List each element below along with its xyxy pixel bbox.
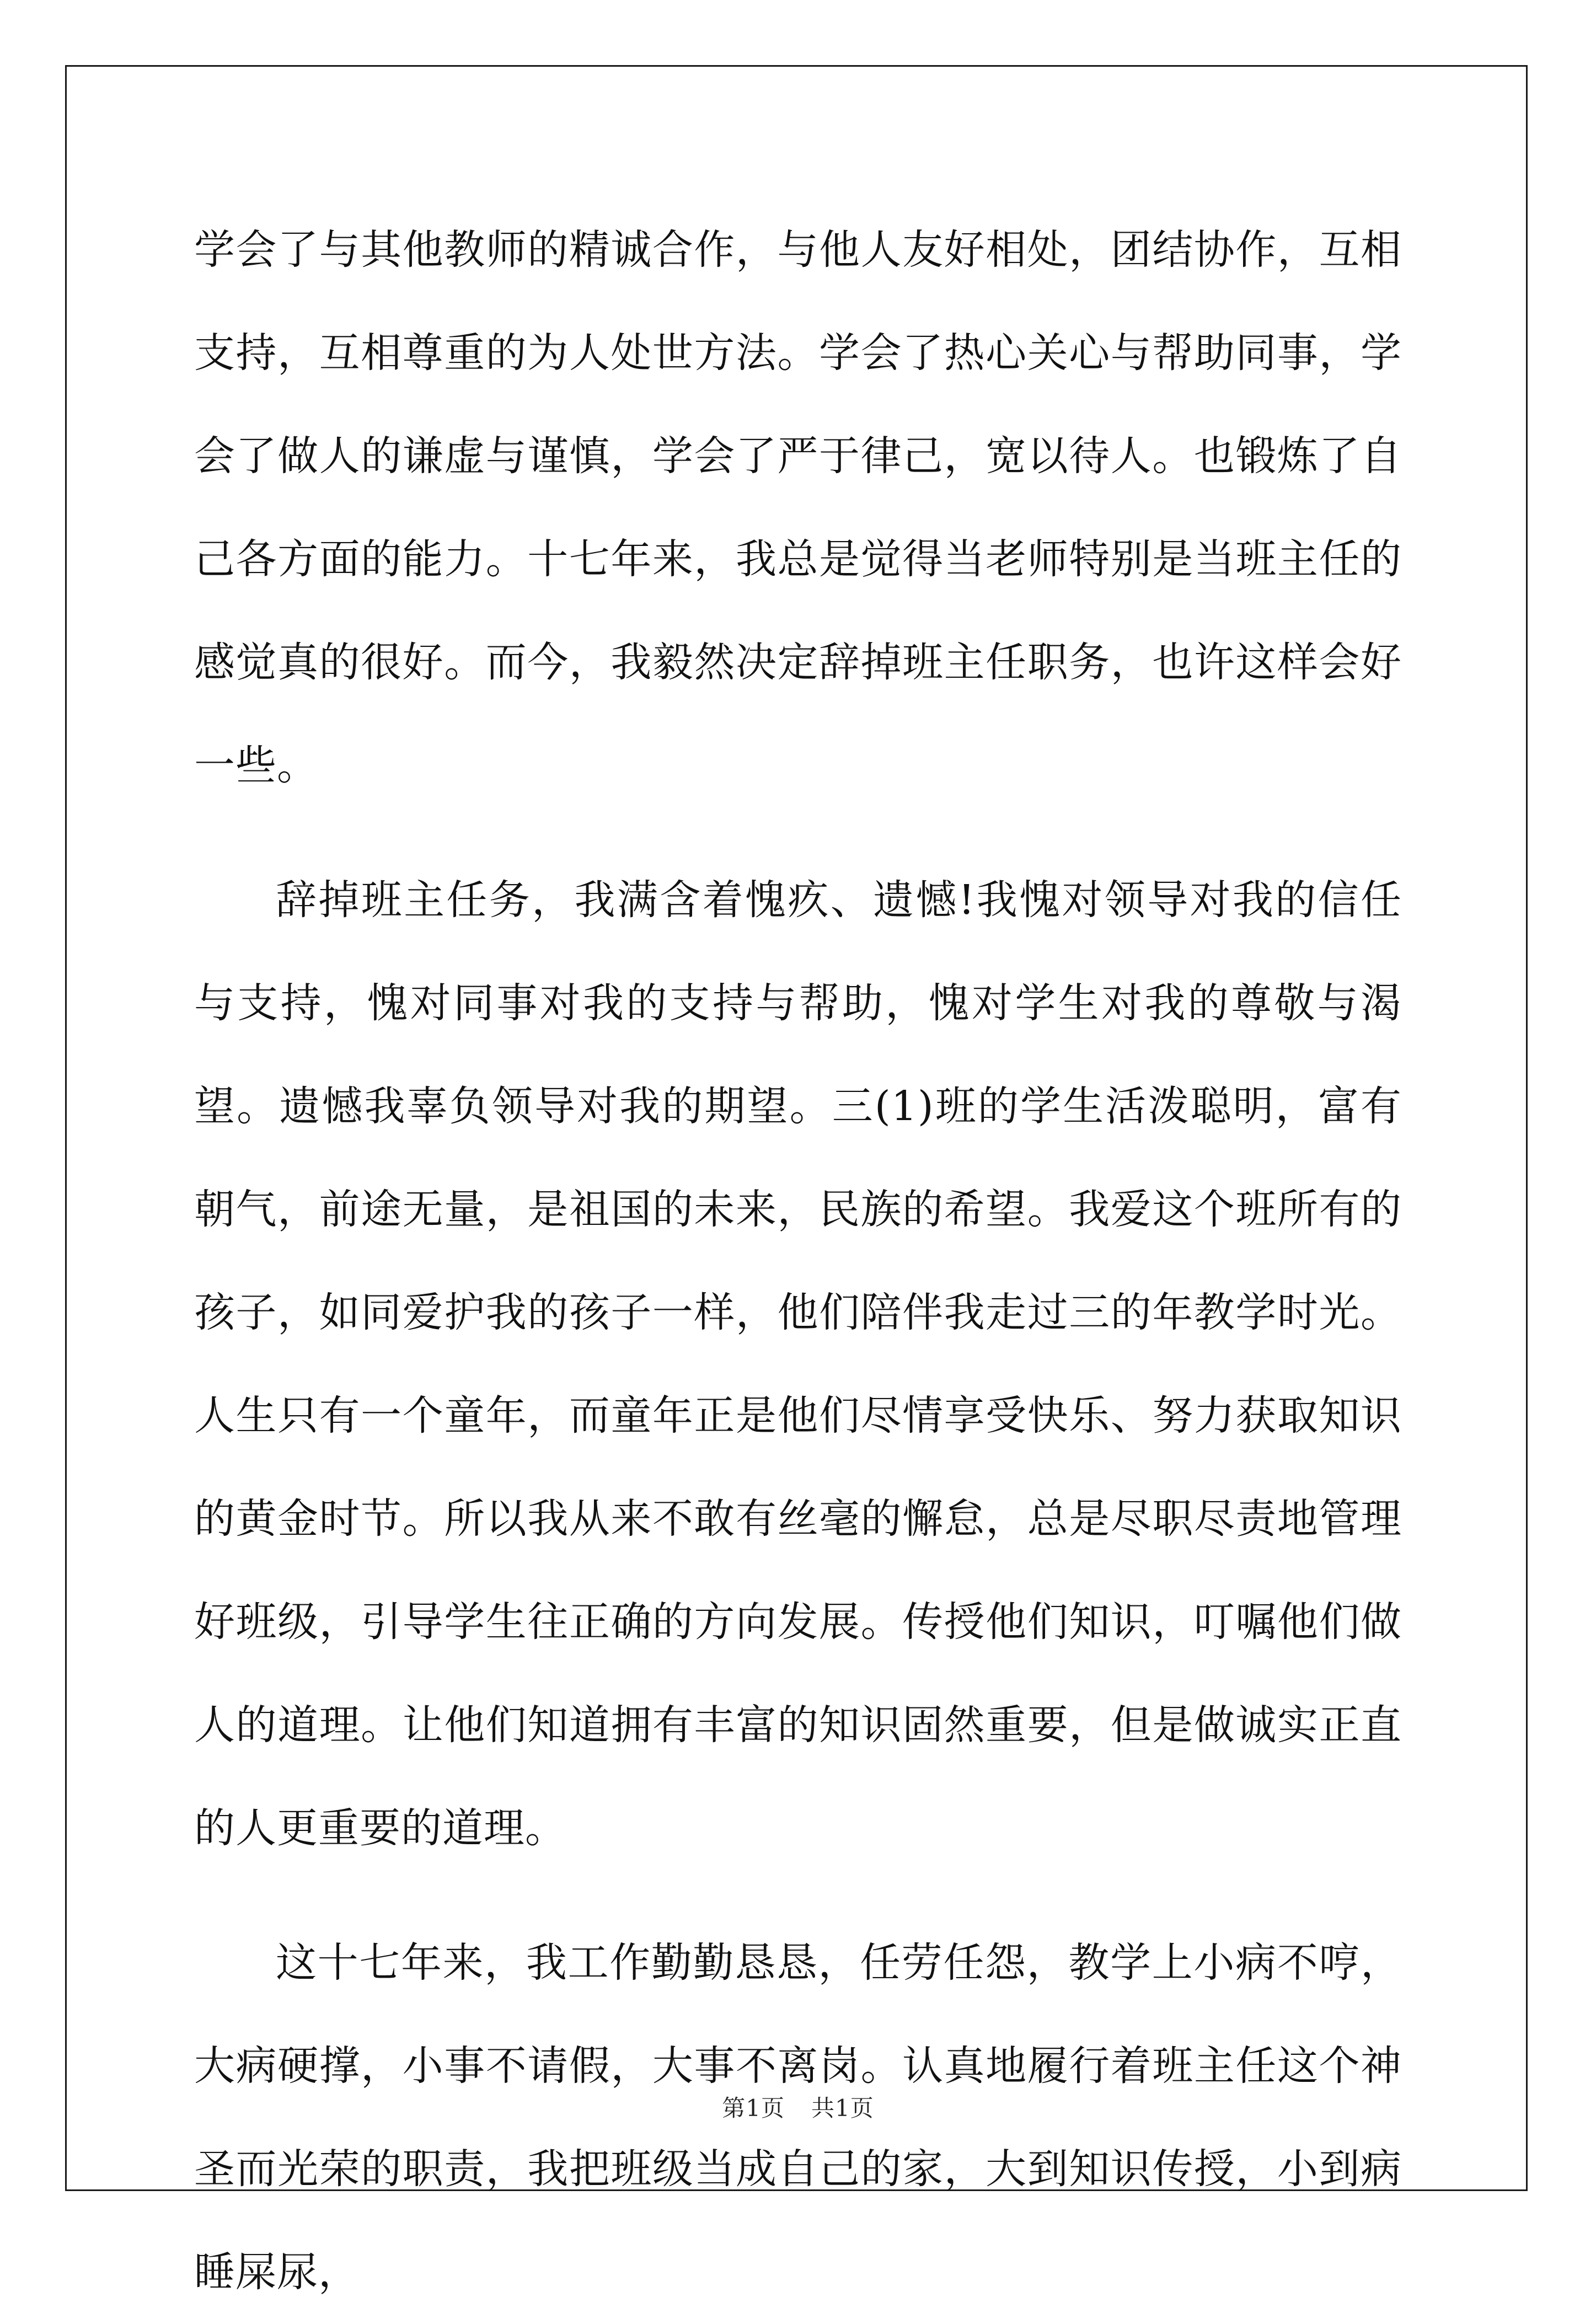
document-body xyxy=(194,199,1402,2324)
page-total: 共1页 xyxy=(811,2095,874,2122)
paragraph-1: 学会了与其他教师的精诚合作，与他人友好相处，团结协作，互相支持，互相尊重的为人处世方法。学会了热心关心与帮助同事，学会了做人的谦虚与谨慎，学会了严于律己，宽以待人。也锻炼了自己各方面的能力。十七年来，我总是觉得当老师特别是当班主任的感觉真的很好。而今，我毅然决定辞掉班主任职务，也许这样会好一些。 xyxy=(194,226,1402,789)
page-number: 第1页 xyxy=(722,2095,785,2122)
page-footer xyxy=(0,2090,1596,2123)
paragraph-2: 辞掉班主任务，我满含着愧疚、遗憾!我愧对领导对我的信任与支持，愧对同事对我的支持与帮助，愧对学生对我的尊敬与渴望。遗憾我辜负领导对我的期望。三(1)班的学生活泼聪明，富有朝气，前途无量，是祖国的未来，民族的希望。我爱这个班所有的孩子，如同爱护我的孩子一样，他们陪伴我走过三的年教学时光。人生只有一个童年，而童年正是他们尽情享受快乐、努力获取知识的黄金时节。所以我从来不敢有丝毫的懈怠，总是尽职尽责地管理好班级，引导学生往正确的方向发展。传授他们知识，叮嘱他们做人的道理。让他们知道拥有丰富的知识固然重要，但是做诚实正直的人更重要的道理。 xyxy=(194,876,1402,1852)
paragraph-3: 这十七年来，我工作勤勤恳恳，任劳任怨，教学上小病不哼，大病硬撑，小事不请假，大事不离岗。认真地履行着班主任这个神圣而光荣的职责，我把班级当成自己的家，大到知识传授，小到病睡屎尿， xyxy=(194,1939,1402,2296)
